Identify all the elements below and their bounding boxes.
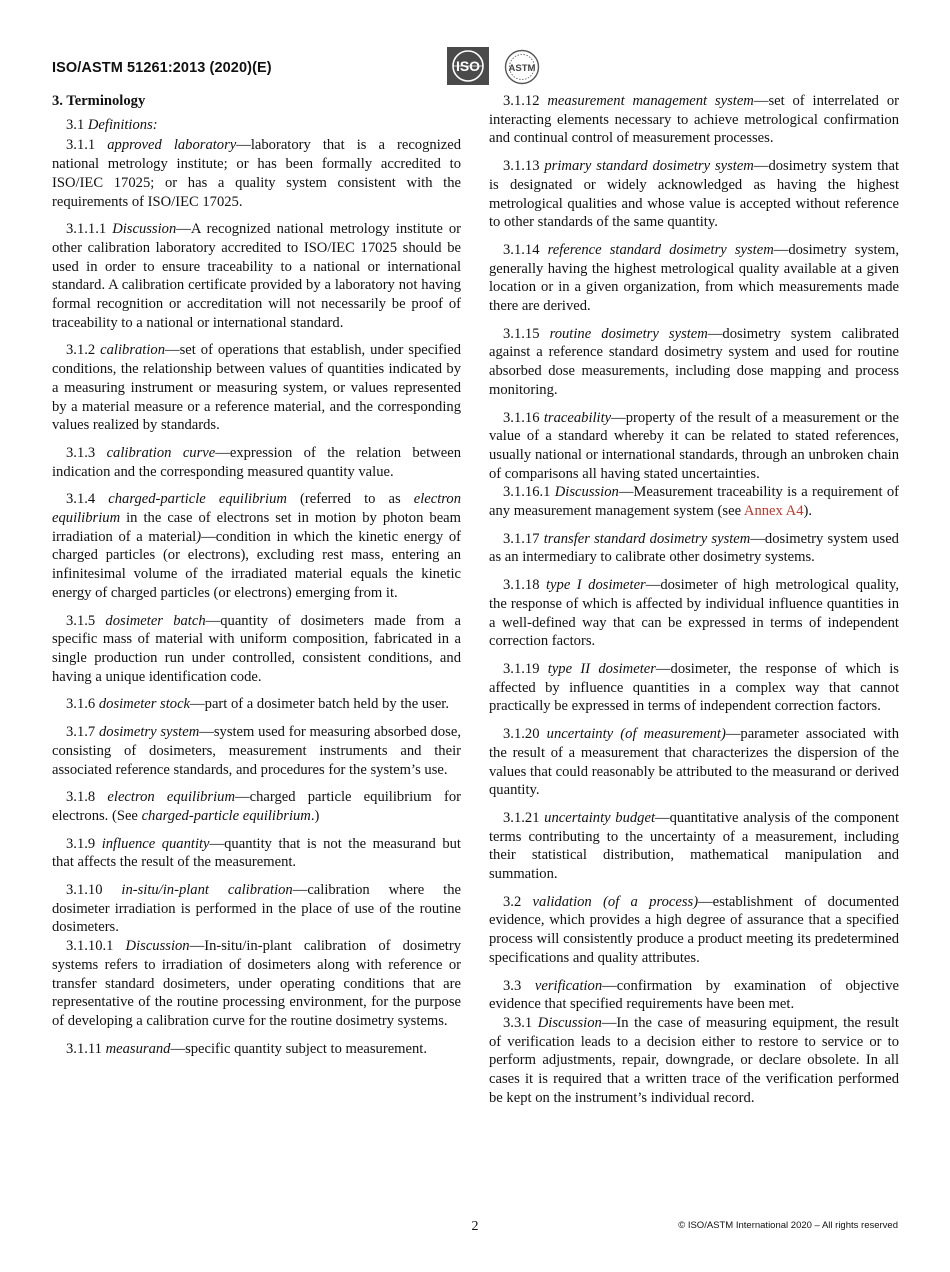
def-3-1-2: 3.1.2 calibration—set of operations that establish, under specified conditions, the relationship between values of quantities indicated by a measuring instrument or measuring system, or values represented by a material measure or a reference material, and the corresponding values realized by standards. bbox=[52, 342, 461, 434]
page-number: 2 bbox=[471, 1219, 479, 1234]
def-3-1-9: 3.1.9 influence quantity—quantity that is not the measurand but that affects the result of the measurement. bbox=[52, 835, 461, 871]
def-3-1-11: 3.1.11 measurand—specific quantity subject to measurement. bbox=[66, 1040, 427, 1057]
copyright-notice: © ISO/ASTM International 2020 – All rights reserved bbox=[678, 1220, 898, 1231]
def-3-1-14: 3.1.14 reference standard dosimetry system—dosimetry system, generally having the highest metrological quality available at a given location or in a given organization, from which measurements made there are derived. bbox=[489, 241, 899, 315]
def-3-1-19: 3.1.19 type II dosimeter—dosimeter, the response of which is affected by influence quantities in a complex way that cannot practically be expressed in terms of independent correction factors. bbox=[489, 660, 899, 715]
document-id: ISO/ASTM 51261:2013 (2020)(E) bbox=[52, 60, 272, 76]
def-3-1-15: 3.1.15 routine dosimetry system—dosimetry system calibrated against a reference standard dosimetry system and used for routine absorbed dose measurements, including dose mapping and process monitoring. bbox=[489, 325, 900, 398]
right-column bbox=[489, 92, 899, 1116]
def-3-1-5: 3.1.5 dosimeter batch—quantity of dosimeters made from a specific mass of material with uniform composition, fabricated in a single production run under controlled, consistent conditions, and having a unique identification code. bbox=[52, 612, 461, 685]
iso-logo bbox=[447, 47, 489, 85]
def-3-1-6: 3.1.6 dosimeter stock—part of a dosimeter batch held by the user. bbox=[66, 696, 450, 713]
def-3-1-21: 3.1.21 uncertainty budget—quantitative analysis of the component terms contributing to the uncertainty of a measurement, including their statistical distribution, mathematical manipulation and summation. bbox=[489, 809, 899, 883]
astm-logo-text: ASTM bbox=[508, 63, 536, 74]
discussion-3-1-10-1: 3.1.10.1 Discussion—In-situ/in-plant calibration of dosimetry systems refers to irradiation of dosimeters along with reference or transfer standard dosimeters, under operating conditions that are representative of the routine processing environment, for the purpose of developing a calibration curve for the routine dosimetry systems. bbox=[52, 938, 462, 1029]
iso-logo-text: ISO bbox=[455, 58, 481, 74]
def-3-1-17: 3.1.17 transfer standard dosimetry system—dosimetry system used as an intermediary to calibrate other dosimetry systems. bbox=[489, 530, 899, 566]
discussion-3-1-16-1: 3.1.16.1 Discussion—Measurement traceability is a requirement of any measurement management system (see Annex A4). bbox=[489, 484, 899, 520]
left-column bbox=[52, 92, 461, 1067]
def-3-1-8: 3.1.8 electron equilibrium—charged particle equilibrium for electrons. (See charged-particle equilibrium.) bbox=[52, 789, 462, 824]
def-3-1-10: 3.1.10 in-situ/in-plant calibration—calibration where the dosimeter irradiation is performed in the place of use of the routine dosimeters. bbox=[52, 882, 461, 936]
def-3-1-4: 3.1.4 charged-particle equilibrium (referred to as electron equilibrium in the case of electrons set in motion by photon beam irradiation of a material)—condition in which the kinetic energy of charged particles (or electrons), excluding rest mass, entering an infinitesimal volume of the irradiated material equals the kinetic energy of charged particles (or electrons) emerging from it. bbox=[52, 491, 461, 601]
def-3-1-12: 3.1.12 measurement management system—set of interrelated or interacting elements necessary to achieve metrological confirmation and continual control of measurement processes. bbox=[489, 93, 899, 147]
discussion-3-1-1-1: 3.1.1.1 Discussion—A recognized national metrology institute or other calibration laboratory accredited to ISO/IEC 17025 should be used in order to ensure traceability to a national or international standard. A calibration certificate provided by a laboratory not having formal recognition or accreditation will not necessarily be proof of traceability to a national or international standard. bbox=[52, 221, 461, 331]
def-3-3: 3.3 verification—confirmation by examination of objective evidence that specified requirements have been met. bbox=[489, 977, 900, 1013]
def-3-2: 3.2 validation (of a process)—establishment of documented evidence, which provides a high degree of assurance that a specified process will consistently produce a product meeting its predetermined specifications and quality attributes. bbox=[489, 893, 899, 966]
definitions-subheading: 3.1 Definitions: bbox=[66, 116, 158, 133]
discussion-3-3-1: 3.3.1 Discussion—In the case of measuring equipment, the result of verification leads to a decision either to restore to service or to perform adjustments, repair, downgrade, or declare obsolete. In all cases it is required that a written trace of the verification performed be kept on the instrument’s individual record. bbox=[489, 1014, 899, 1106]
def-3-1-7: 3.1.7 dosimetry system—system used for measuring absorbed dose, consisting of dosimeters, measurement instruments and their associated reference standards, and procedures for the system’s use. bbox=[52, 724, 461, 778]
astm-logo bbox=[504, 49, 540, 85]
def-3-1-16: 3.1.16 traceability—property of the result of a measurement or the value of a standard whereby it can be related to stated references, usually national or international standards, through an unbroken chain of comparisons all having stated uncertainties. bbox=[489, 409, 899, 482]
def-3-1-1: 3.1.1 approved laboratory—laboratory that is a recognized national metrology institute; or has been formally accredited to ISO/IEC 17025; or has a quality system consistent with the requirements of ISO/IEC 17025. bbox=[52, 137, 462, 210]
section-heading: 3. Terminology bbox=[52, 93, 146, 109]
def-3-1-13: 3.1.13 primary standard dosimetry system—dosimetry system that is designated or widely acknowledged as having the highest metrological qualities and whose value is accepted without reference to other standards of the same quantity. bbox=[489, 158, 899, 231]
def-3-1-20: 3.1.20 uncertainty (of measurement)—parameter associated with the result of a measurement that characterizes the dispersion of the values that could reasonably be attributed to the measurand or derived quantity. bbox=[489, 726, 899, 799]
def-3-1-3: 3.1.3 calibration curve—expression of the relation between indication and the corresponding measured quantity value. bbox=[52, 444, 461, 480]
def-3-1-18: 3.1.18 type I dosimeter—dosimeter of high metrological quality, the response of which is affected by individual influence quantities in a well-defined way that can be expressed in terms of independent correction factors. bbox=[489, 577, 899, 650]
annex-a4-link[interactable]: Annex A4 bbox=[743, 503, 804, 520]
